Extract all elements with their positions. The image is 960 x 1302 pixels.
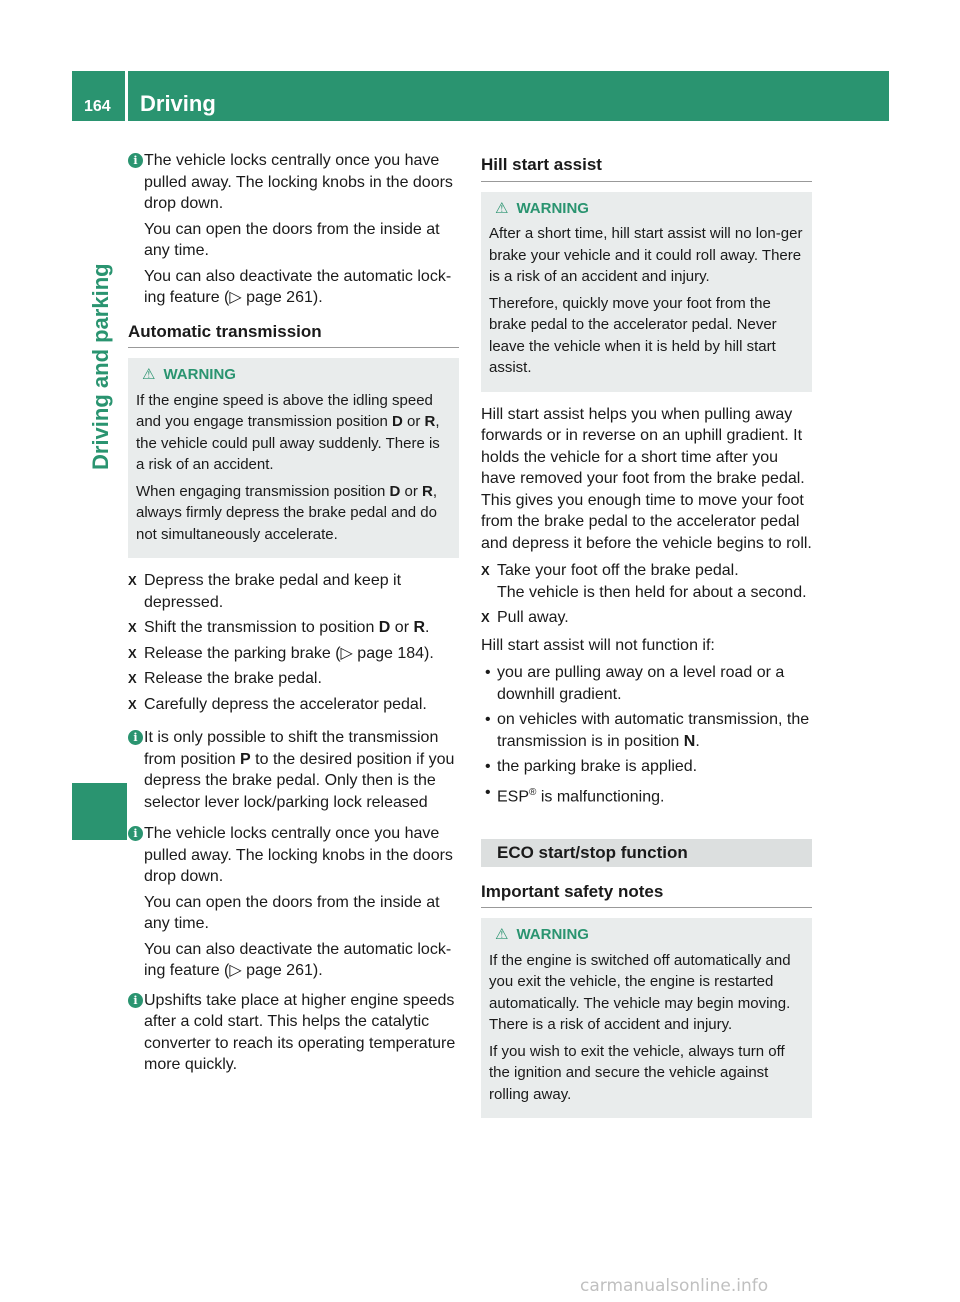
bullet-icon: •	[485, 758, 491, 775]
warning-label: WARNING	[516, 199, 589, 217]
info-text: The vehicle locks centrally once you have pulled away. The locking knobs in the doors drop down.	[144, 152, 453, 212]
position-p: P	[240, 750, 251, 768]
step-item	[128, 617, 459, 639]
step-arrow-icon: X	[481, 563, 490, 578]
position-d: D	[392, 413, 403, 430]
step-arrow-icon: X	[481, 610, 490, 625]
bullet-icon: •	[485, 711, 491, 728]
warning-triangle-icon: ⚠	[495, 926, 509, 944]
text: or	[400, 482, 423, 500]
heading-hill-start-assist: Hill start assist	[481, 154, 812, 182]
right-column	[481, 150, 812, 1130]
step-item	[128, 668, 459, 690]
list-text: is malfunctioning.	[536, 787, 665, 805]
warning-title	[136, 364, 451, 386]
info-icon: i	[128, 993, 143, 1008]
heading-important-safety-notes: Important safety notes	[481, 881, 812, 909]
list-item	[481, 709, 812, 752]
step-text: Depress the brake pedal and keep it depressed.	[144, 572, 402, 611]
step-text: or	[390, 619, 414, 636]
step-text: Shift the transmission to position	[144, 619, 379, 636]
info-icon: i	[128, 153, 143, 168]
text: It is only possible to shift the transmission from position	[144, 729, 439, 768]
warning-box	[481, 192, 812, 392]
header-divider	[125, 71, 128, 121]
text: or	[402, 413, 425, 430]
step-arrow-icon: X	[128, 645, 137, 661]
warning-text: If the engine is switched off automatically and you exit the vehicle, the engine is restarted automatically. The vehicle may begin moving. There is a risk of accident and injury.	[489, 951, 791, 1034]
step-arrow-icon: X	[128, 696, 137, 712]
step-text: Release the parking brake (▷ page 184).	[144, 644, 434, 662]
bullet-icon: •	[485, 783, 491, 801]
list-text: ESP	[497, 787, 530, 805]
info-note-locking	[128, 150, 459, 309]
section-title: Driving	[140, 91, 216, 116]
list-text: .	[695, 732, 700, 750]
side-tab-block	[72, 783, 127, 840]
warning-text: Therefore, quickly move your foot from the brake pedal to the accelerator pedal. Never leave the vehicle when it is held by hill start assist.	[489, 294, 777, 376]
side-tab-label: Driving and parking	[88, 263, 113, 470]
info-text	[144, 727, 459, 813]
step-item	[481, 560, 812, 603]
warning-triangle-icon: ⚠	[142, 366, 156, 383]
step-item	[128, 643, 459, 665]
header-bar	[72, 71, 889, 121]
info-text: You can also deactivate the automatic lock-ing feature (▷ page 261).	[144, 267, 452, 306]
warning-label: WARNING	[163, 366, 236, 383]
warning-title	[489, 924, 804, 946]
step-item	[481, 607, 812, 629]
info-text: The vehicle locks centrally once you have pulled away. The locking knobs in the doors drop down.	[144, 825, 453, 885]
info-icon: i	[128, 826, 143, 841]
position-n: N	[683, 732, 696, 750]
warning-text: If you wish to exit the vehicle, always turn off the ignition and secure the vehicle against rolling away.	[489, 1042, 785, 1103]
step-item	[128, 694, 459, 716]
warning-title	[489, 198, 804, 220]
step-arrow-icon: X	[128, 573, 137, 588]
info-text: You can also deactivate the automatic lock-ing feature (▷ page 261).	[144, 940, 452, 979]
list-item	[481, 756, 812, 778]
info-text: You can open the doors from the inside at any time.	[144, 220, 440, 259]
position-r: R	[422, 482, 433, 500]
info-text: Upshifts take place at higher engine speeds after a cold start. This helps the catalytic converter to reach its operating temperature more quickly.	[144, 991, 456, 1073]
step-text: Pull away.	[497, 609, 569, 626]
info-text: You can open the doors from the inside at any time.	[144, 893, 440, 932]
text: , the vehicle could pull away suddenly. There is a risk of an accident.	[136, 413, 440, 473]
list-item	[481, 662, 812, 705]
text: If the engine speed is above the idling speed and you engage transmission position	[136, 391, 433, 430]
left-column	[128, 150, 459, 1082]
warning-label: WARNING	[516, 926, 589, 944]
bullet-icon: •	[485, 664, 491, 681]
body-text: Hill start assist will not function if:	[481, 636, 715, 654]
info-note-locking-2	[128, 823, 459, 982]
step-text: Release the brake pedal.	[144, 670, 322, 687]
list-text: on vehicles with automatic transmission, the transmission is in position	[497, 711, 810, 750]
list-item	[481, 782, 812, 808]
step-subtext: The vehicle is then held for about a second.	[497, 583, 807, 601]
warning-box	[481, 918, 812, 1118]
text: When engaging transmission position	[136, 482, 390, 500]
info-note-upshifts	[128, 990, 459, 1076]
registered-mark: ®	[529, 786, 537, 798]
warning-box	[128, 358, 459, 558]
list-text: you are pulling away on a level road or a downhill gradient.	[497, 664, 785, 703]
watermark: carmanualsonline.info	[580, 1276, 769, 1296]
step-item	[128, 570, 459, 613]
step-text: Carefully depress the accelerator pedal.	[144, 695, 427, 713]
position-d: D	[389, 482, 401, 500]
step-text: .	[425, 619, 430, 636]
info-icon: i	[128, 730, 143, 745]
text: to the desired position if you depress the brake pedal. Only then is the selector lever lock/parking lock released	[144, 750, 455, 811]
warning-text	[136, 481, 451, 546]
body-text: Hill start assist helps you when pulling away forwards or in reverse on an uphill gradient. It holds the vehicle for a short time after you have removed your foot from the brake pedal. This gives you enough time to move your foot from the brake pedal to the accelerator pedal and depress it before the vehicle begins to roll.	[481, 405, 812, 552]
warning-text	[136, 390, 451, 476]
info-note-selector-lock	[128, 727, 459, 813]
position-r: R	[424, 413, 436, 430]
warning-triangle-icon: ⚠	[495, 199, 509, 217]
section-eco-start-stop: ECO start/stop function	[481, 839, 812, 867]
step-arrow-icon: X	[128, 671, 137, 686]
position-r: R	[413, 619, 426, 636]
heading-automatic-transmission: Automatic transmission	[128, 321, 459, 349]
text: , always firmly depress the brake pedal and do not simultaneously accelerate.	[136, 482, 438, 543]
warning-text: After a short time, hill start assist will no lon-ger brake your vehicle and it could roll away. There is a risk of an accident and injury.	[489, 225, 803, 285]
position-d: D	[378, 619, 391, 636]
step-text: Take your foot off the brake pedal.	[497, 562, 739, 579]
list-text: the parking brake is applied.	[497, 758, 698, 775]
page-number: 164	[84, 98, 111, 115]
step-arrow-icon: X	[128, 620, 137, 635]
